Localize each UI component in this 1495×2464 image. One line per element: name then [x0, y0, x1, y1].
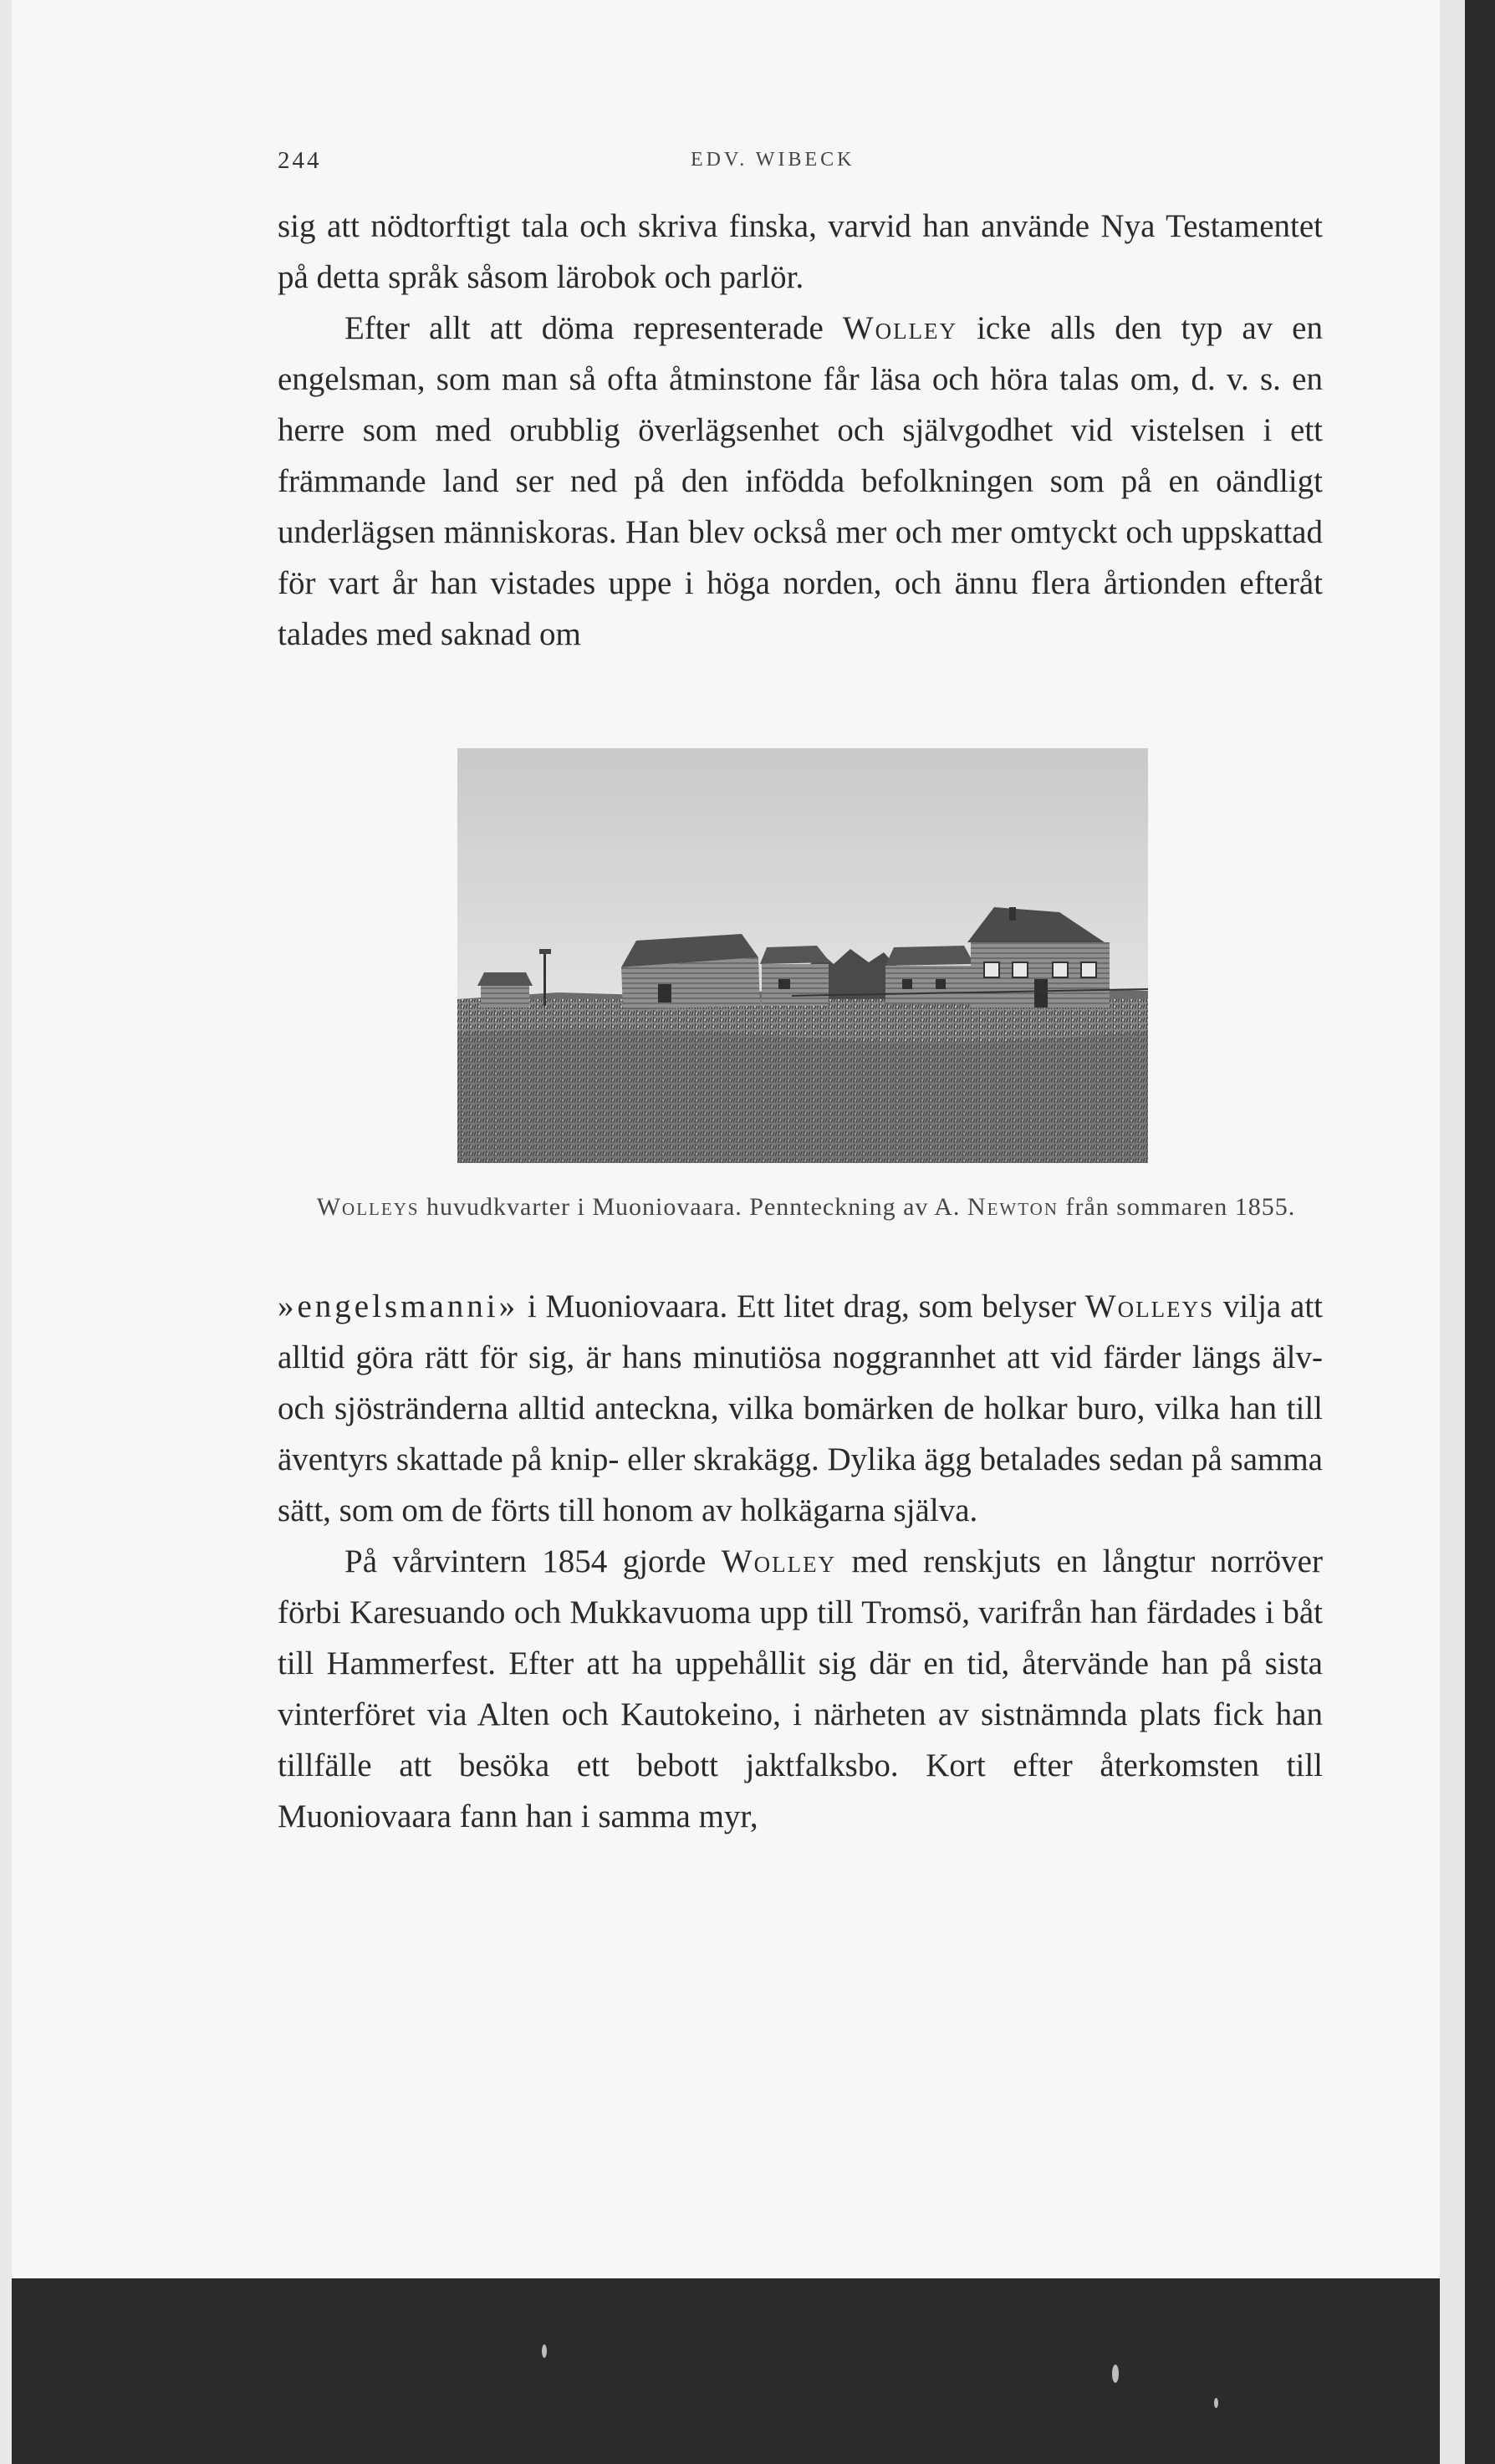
paragraph-4	[278, 1536, 1323, 1842]
book-page	[12, 0, 1440, 2278]
person-name: Wolleys	[1084, 1288, 1215, 1324]
person-name: Wolley	[842, 310, 958, 346]
paragraph-3-rest: vilja att alltid göra rätt för sig, är hans minutiösa noggrannhet att vid färder längs älv- och sjöstränderna alltid anteckna, vilka bomärken de holkar buro, vilka han till äventyrs skattade på knip- eller skrakägg. Dylika ägg betalades sedan på samma sätt, som om de förts till honom av holkägarna själva.	[278, 1288, 1323, 1528]
paragraph-4-rest: med renskjuts en långtur norröver förbi Karesuando och Mukkavuoma upp till Tromsö, varifrån han färdades i båt till Hammerfest. Efter att ha uppehållit sig där en tid, återvände han på sista vinterföret via Alten och Kautokeino, i närheten av sistnämnda plats fick han tillfälle att besöka ett bebott jaktfalksbo. Kort efter återkomsten till Muoniovaara fann han i samma myr,	[278, 1543, 1323, 1834]
scan-speck	[542, 2344, 547, 2358]
scan-speck	[1112, 2365, 1119, 2383]
paragraph-2	[278, 303, 1323, 660]
caption-middle: huvudkvarter i Muoniovaara. Pennteckning av A.	[419, 1193, 967, 1221]
scan-edge-right	[1440, 0, 1465, 2464]
scan-speck	[1214, 2398, 1218, 2408]
page-header	[12, 147, 1440, 181]
paragraph-3-start: i Muoniovaara. Ett litet drag, som belyser	[518, 1288, 1085, 1324]
caption-name: Wolleys	[316, 1193, 420, 1221]
caption-artist: Newton	[967, 1193, 1059, 1221]
body-text-top	[278, 201, 1323, 660]
person-name: Wolley	[721, 1543, 837, 1579]
paragraph-2-rest: icke alls den typ av en engelsman, som man så ofta åtminstone får läsa och höra talas om, d. v. s. en herre som med orubblig överlägsenhet och självgodhet vid vistelsen i ett främmande land ser ned på den infödda befolkningen som på en oändligt underlägsen människoras. Han blev också mer och mer omtyckt och uppskattad för vart år han vistades uppe i höga norden, och ännu flera årtionden efteråt talades med saknad om	[278, 310, 1323, 652]
paragraph-3	[278, 1281, 1323, 1536]
paragraph-4-start: På vårvintern 1854 gjorde	[344, 1543, 722, 1579]
quoted-word: »engelsmanni»	[278, 1288, 519, 1324]
figure-caption	[288, 1194, 1324, 1221]
body-text-bottom	[278, 1281, 1323, 1842]
paragraph-2-start: Efter allt att döma representerade	[344, 310, 843, 346]
illustration-homestead	[457, 748, 1148, 1163]
running-head: EDV. WIBECK	[691, 149, 855, 171]
page-number: 244	[278, 147, 322, 174]
paragraph-1: sig att nödtorftigt tala och skriva finska, varvid han använde Nya Testamentet på detta språk såsom lärobok och parlör.	[278, 208, 1323, 295]
caption-end: från sommaren 1855.	[1059, 1193, 1296, 1221]
scan-edge-left	[0, 0, 12, 2464]
